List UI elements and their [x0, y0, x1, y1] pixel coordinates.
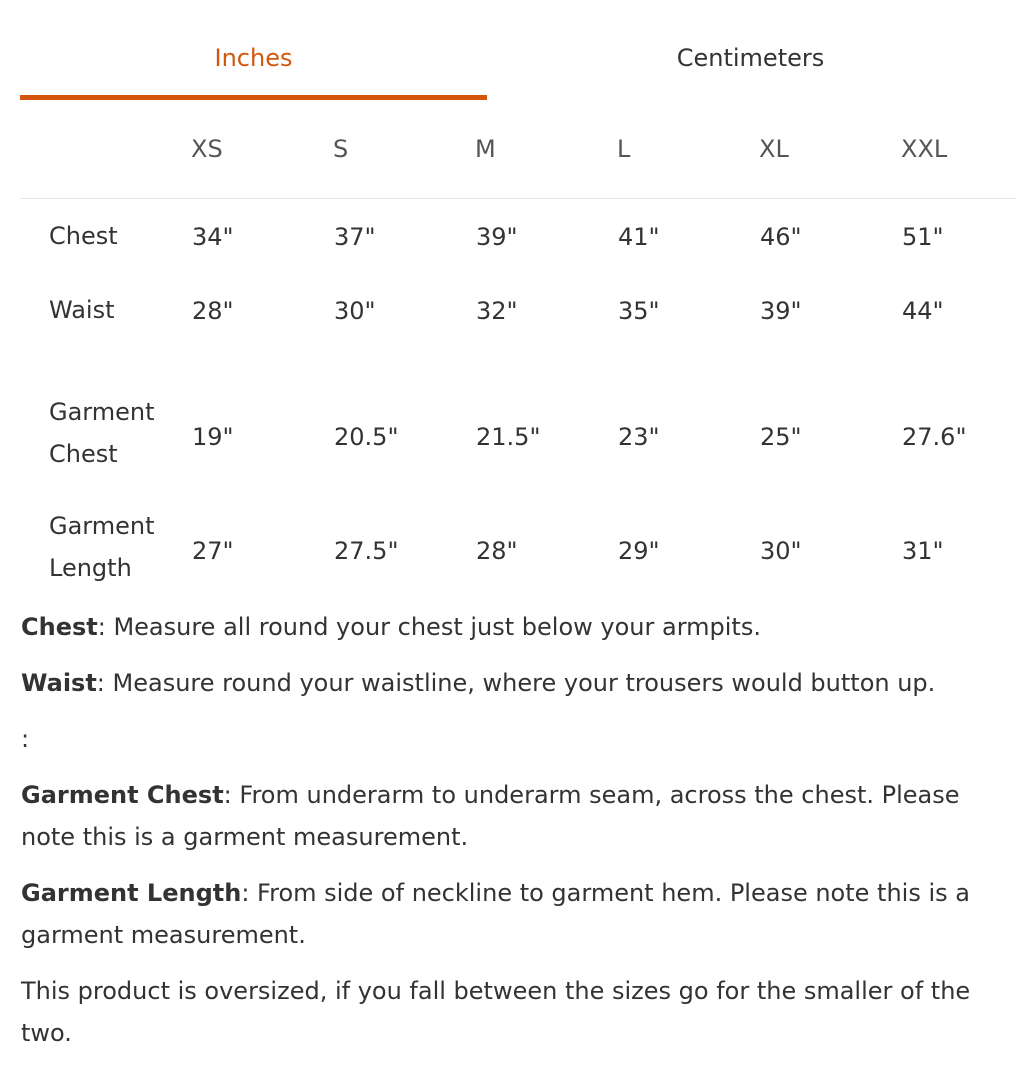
- table-cell: 19": [192, 423, 234, 451]
- size-header-m: M: [475, 135, 496, 163]
- size-header-s: S: [333, 135, 349, 163]
- table-cell: 35": [618, 297, 660, 325]
- note-term: Chest: [21, 613, 98, 641]
- note-text: : From underarm to underarm seam, across the chest. Please note this is a garment measurement.: [21, 781, 960, 851]
- table-row-garment-length: [20, 475, 1016, 582]
- note-chest: [21, 606, 1001, 648]
- note-text: : Measure round your waistline, where your trousers would button up.: [96, 669, 936, 697]
- tab-centimeters[interactable]: [517, 30, 984, 100]
- note-empty: [21, 718, 1001, 760]
- note-term: Garment Length: [21, 879, 242, 907]
- table-cell: 46": [760, 223, 802, 251]
- table-cell: 28": [476, 537, 518, 565]
- table-cell: 37": [334, 223, 376, 251]
- size-header-xxl: XXL: [901, 135, 948, 163]
- table-cell: 27": [192, 537, 234, 565]
- table-cell: 34": [192, 223, 234, 251]
- size-chart-table: [20, 112, 1016, 582]
- row-label-chest: Chest: [49, 222, 118, 250]
- note-term: Garment Chest: [21, 781, 224, 809]
- row-label-garment-chest: Garment Chest: [49, 398, 155, 468]
- table-cell: 44": [902, 297, 944, 325]
- row-label-waist: Waist: [49, 296, 115, 324]
- size-header-xl: XL: [759, 135, 789, 163]
- table-cell: 39": [476, 223, 518, 251]
- note-text: :: [21, 725, 30, 753]
- tab-centimeters-label: Centimeters: [676, 44, 825, 72]
- table-cell: 27.5": [334, 537, 399, 565]
- row-label-garment-length: Garment Length: [49, 512, 155, 582]
- size-header-l: L: [617, 135, 631, 163]
- note-text: This product is oversized, if you fall between the sizes go for the smaller of the two.: [21, 977, 971, 1047]
- table-cell: 51": [902, 223, 944, 251]
- table-row-chest: [20, 199, 1016, 273]
- note-garment-chest: [21, 774, 1001, 858]
- table-cell: 31": [902, 537, 944, 565]
- table-cell: 30": [760, 537, 802, 565]
- note-waist: [21, 662, 1001, 704]
- measurement-notes: [21, 606, 1001, 1068]
- table-cell: 20.5": [334, 423, 399, 451]
- tab-inches-label: Inches: [214, 44, 293, 72]
- note-text: : Measure all round your chest just below your armpits.: [97, 613, 761, 641]
- unit-tabs: [20, 30, 1016, 100]
- table-cell: 29": [618, 537, 660, 565]
- note-text: : From side of neckline to garment hem. Please note this is a garment measurement.: [21, 879, 970, 949]
- table-cell: 23": [618, 423, 660, 451]
- table-cell: 32": [476, 297, 518, 325]
- table-cell: 25": [760, 423, 802, 451]
- table-cell: 30": [334, 297, 376, 325]
- table-cell: 27.6": [902, 423, 967, 451]
- tab-inches[interactable]: [20, 30, 487, 100]
- table-cell: 39": [760, 297, 802, 325]
- size-header-row: [20, 112, 1016, 199]
- table-cell: 21.5": [476, 423, 541, 451]
- note-garment-length: [21, 872, 1001, 956]
- table-cell: 41": [618, 223, 660, 251]
- active-tab-indicator: [20, 95, 487, 100]
- note-oversized: [21, 970, 1001, 1054]
- table-row-garment-chest: [20, 361, 1016, 475]
- table-cell: 28": [192, 297, 234, 325]
- table-row-waist: [20, 273, 1016, 361]
- size-header-xs: XS: [191, 135, 223, 163]
- note-term: Waist: [21, 669, 97, 697]
